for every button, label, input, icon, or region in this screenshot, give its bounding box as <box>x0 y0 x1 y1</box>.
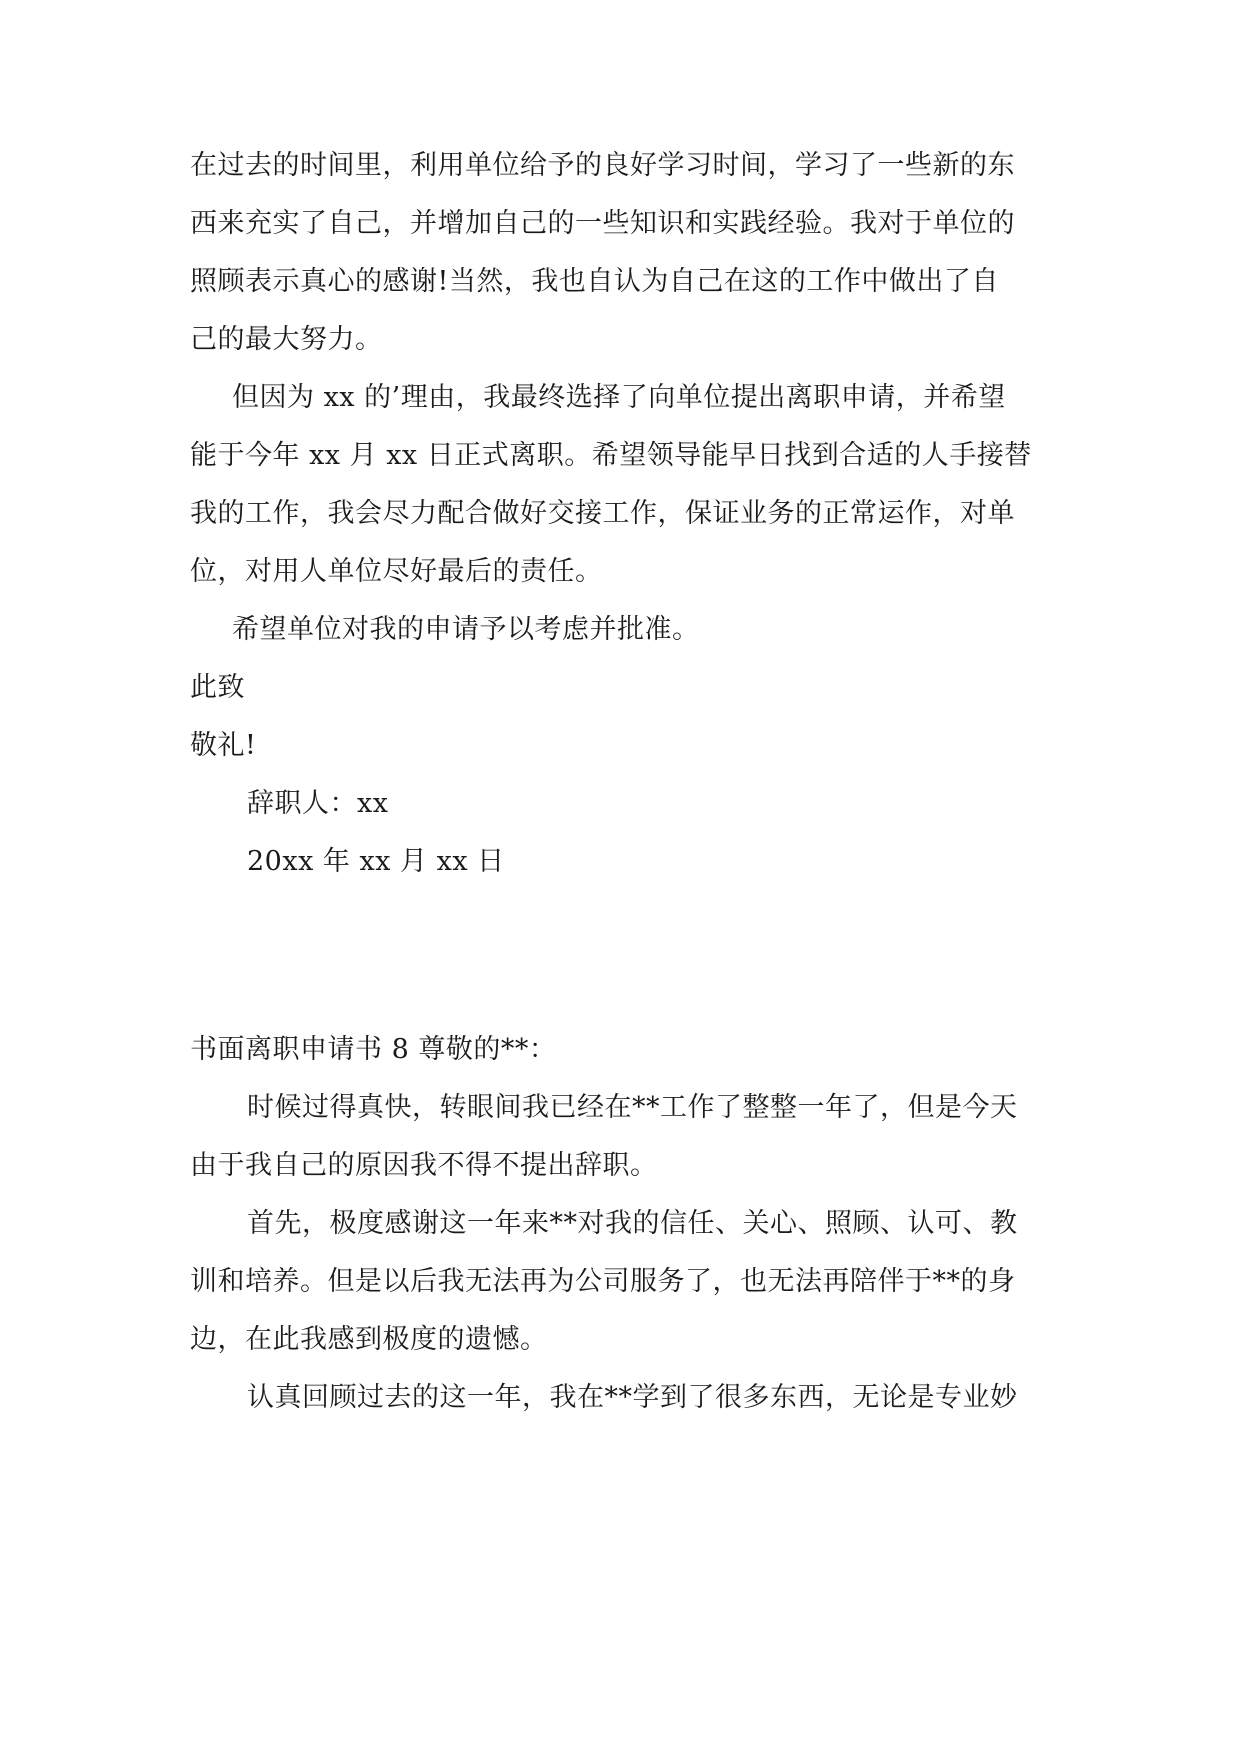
paragraph-line: 边，在此我感到极度的遗憾。 <box>190 1324 548 1355</box>
signature-date: 20xx 年 xx 月 xx 日 <box>247 846 505 877</box>
paragraph-line: 位，对用人单位尽好最后的责任。 <box>190 556 603 587</box>
paragraph-line: 我的工作，我会尽力配合做好交接工作，保证业务的正常运作，对单 <box>190 498 1015 529</box>
closing-regards: 敬礼! <box>190 730 257 761</box>
signature-name: 辞职人：xx <box>247 788 389 819</box>
paragraph-line: 但因为 xx 的’理由，我最终选择了向单位提出离职申请，并希望 <box>232 382 1006 413</box>
section-heading: 书面离职申请书 8 尊敬的**： <box>190 1034 557 1065</box>
paragraph-line: 在过去的时间里，利用单位给予的良好学习时间，学习了一些新的东 <box>190 150 1015 181</box>
paragraph-line: 照顾表示真心的感谢!当然，我也自认为自己在这的工作中做出了自 <box>190 266 999 297</box>
paragraph-line: 希望单位对我的申请予以考虑并批准。 <box>232 614 700 645</box>
paragraph-line: 西来充实了自己，并增加自己的一些知识和实践经验。我对于单位的 <box>190 208 1015 239</box>
paragraph-line: 时候过得真快，转眼间我已经在**工作了整整一年了，但是今天 <box>247 1092 1018 1123</box>
paragraph-line: 训和培养。但是以后我无法再为公司服务了，也无法再陪伴于**的身 <box>190 1266 1016 1297</box>
paragraph-line: 能于今年 xx 月 xx 日正式离职。希望领导能早日找到合适的人手接替 <box>190 440 1032 471</box>
paragraph-line: 认真回顾过去的这一年，我在**学到了很多东西，无论是专业妙 <box>247 1382 1018 1413</box>
paragraph-line: 己的最大努力。 <box>190 324 383 355</box>
paragraph-line: 由于我自己的原因我不得不提出辞职。 <box>190 1150 658 1181</box>
paragraph-line: 首先，极度感谢这一年来**对我的信任、关心、照顾、认可、教 <box>247 1208 1018 1239</box>
closing-salutation: 此致 <box>190 672 245 703</box>
